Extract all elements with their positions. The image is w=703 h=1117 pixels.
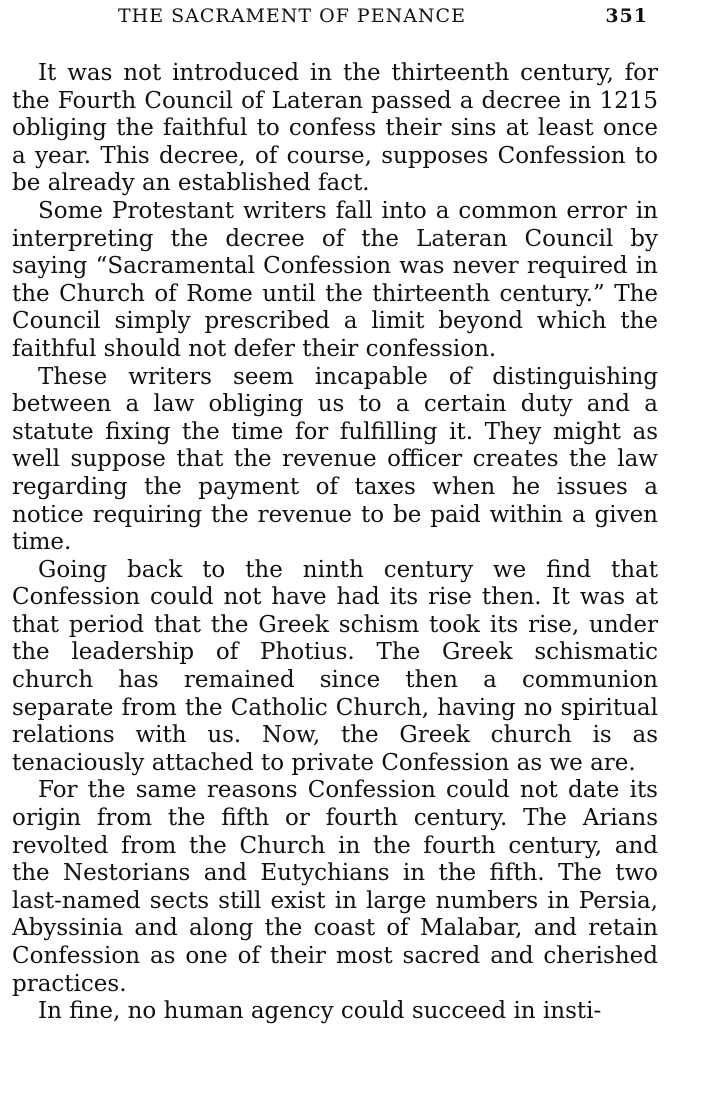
page-header [118,2,648,30]
running-title: THE SACRAMENT OF PENANCE [118,5,466,27]
body-text [12,60,658,1026]
paragraph: For the same reasons Confession could not date its origin from the fifth or fourth century. The Arians revolted from the Church in the fourth century, and the Nestorians and Eutychians in the fifth. The two last-named sects still exist in large numbers in Persia, Abyssinia and along the coast of Malabar, and retain Confession as one of their most sacred and cherished practices. [12,777,658,997]
paragraph: Some Protestant writers fall into a common error in interpreting the decree of the Lateran Council by saying “Sacramental Confession was never required in the Church of Rome until the thirteenth century.” The Council simply prescribed a limit beyond which the faithful should not defer their confession. [12,197,658,362]
paragraph: Going back to the ninth century we find that Confession could not have had its rise then. It was at that period that the Greek schism took its rise, under the leadership of Photius. The Greek schismatic church has remained since then a communion separate from the Catholic Church, having no spiritual relations with us. Now, the Greek church is as tenaciously attached to private Confession as we are. [12,556,658,776]
page-number: 351 [605,5,648,27]
paragraph: It was not introduced in the thirteenth century, for the Fourth Council of Lateran passed a decree in 1215 obliging the faithful to confess their sins at least once a year. This decree, of course, supposes Confession to be already an established fact. [12,60,658,197]
paragraph: In fine, no human agency could succeed in insti- [38,998,602,1025]
paragraph: These writers seem incapable of distinguishing between a law obliging us to a certain duty and a statute fixing the time for fulfilling it. They might as well suppose that the revenue officer creates the law regarding the payment of taxes when he issues a notice requiring the revenue to be paid within a given time. [12,363,658,556]
